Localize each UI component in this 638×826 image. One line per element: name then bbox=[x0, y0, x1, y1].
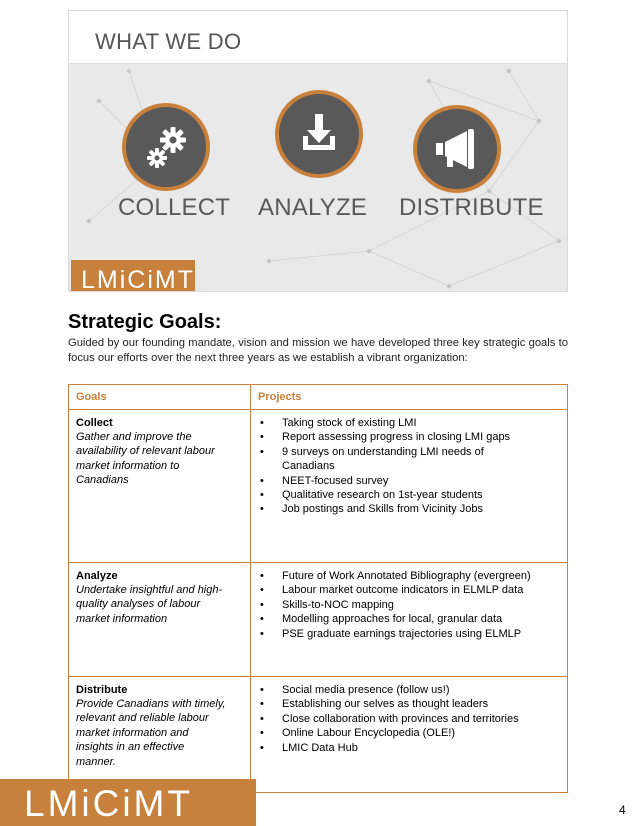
collect-circle bbox=[122, 103, 210, 191]
hero-logo: LMiCiMT bbox=[71, 260, 195, 292]
goal-name: Collect bbox=[76, 417, 113, 429]
goal-desc-line: Canadians bbox=[76, 474, 129, 487]
goal-description bbox=[76, 583, 246, 626]
goal-cell bbox=[69, 563, 251, 677]
section-title: Strategic Goals: bbox=[68, 311, 222, 333]
goal-desc-line: market information and bbox=[76, 726, 189, 739]
projects-cell bbox=[251, 410, 568, 563]
goal-desc-line: market information bbox=[76, 612, 168, 625]
distribute-label: DISTRIBUTE bbox=[399, 194, 544, 221]
project-list bbox=[258, 416, 563, 517]
page-number: 4 bbox=[619, 803, 626, 817]
project-list bbox=[258, 569, 563, 641]
list-item: • Qualitative research on 1st-year students bbox=[258, 488, 563, 502]
goal-cell bbox=[69, 677, 251, 793]
list-item: • Close collaboration with provinces and territories bbox=[258, 712, 563, 726]
goal-desc-line: Provide Canadians with timely, bbox=[76, 698, 226, 710]
collect-label: COLLECT bbox=[118, 194, 231, 221]
goals-header: Goals bbox=[69, 385, 251, 410]
goal-description bbox=[76, 697, 246, 769]
projects-cell bbox=[251, 563, 568, 677]
list-item: • Online Labour Encyclopedia (OLE!) bbox=[258, 726, 563, 740]
megaphone-icon bbox=[417, 109, 497, 189]
goals-table bbox=[68, 384, 568, 793]
goal-desc-line: relevant and reliable labour bbox=[76, 712, 209, 725]
list-item: • NEET-focused survey bbox=[258, 474, 563, 488]
goal-desc-line: insights in an effective bbox=[76, 741, 185, 754]
projects-header: Projects bbox=[251, 385, 568, 410]
projects-cell bbox=[251, 677, 568, 793]
table-row bbox=[69, 677, 568, 793]
gears-icon bbox=[126, 107, 206, 187]
hero-banner bbox=[68, 10, 568, 292]
list-item: • Future of Work Annotated Bibliography (evergreen) bbox=[258, 569, 563, 583]
list-item: • PSE graduate earnings trajectories using ELMLP bbox=[258, 627, 563, 641]
list-item: • Taking stock of existing LMI bbox=[258, 416, 563, 430]
goal-desc-line: quality analyses of labour bbox=[76, 598, 201, 611]
distribute-circle bbox=[413, 105, 501, 193]
project-list bbox=[258, 683, 563, 755]
list-item: • Modelling approaches for local, granular data bbox=[258, 612, 563, 626]
goal-desc-line: Gather and improve the bbox=[76, 431, 192, 443]
table-row bbox=[69, 563, 568, 677]
goal-desc-line: market information to bbox=[76, 459, 180, 472]
list-item: • 9 surveys on understanding LMI needs of Canadians bbox=[258, 445, 538, 474]
goal-desc-line: manner. bbox=[76, 755, 116, 768]
table-row bbox=[69, 410, 568, 563]
goal-desc-line: availability of relevant labour bbox=[76, 445, 215, 458]
goal-cell bbox=[69, 410, 251, 563]
hero-title: WHAT WE DO bbox=[69, 11, 568, 64]
intro-paragraph: Guided by our founding mandate, vision and mission we have developed three key strategic goals to focus our efforts over the next three years as we establish a vibrant organization: bbox=[68, 337, 568, 364]
analyze-label: ANALYZE bbox=[258, 194, 367, 221]
list-item: • LMIC Data Hub bbox=[258, 741, 563, 755]
footer-logo: LMiCiMT bbox=[0, 779, 256, 826]
goal-name: Distribute bbox=[76, 684, 128, 696]
goal-description bbox=[76, 430, 246, 488]
goal-name: Analyze bbox=[76, 570, 118, 582]
goal-desc-line: Undertake insightful and high- bbox=[76, 584, 223, 596]
download-icon bbox=[279, 94, 359, 174]
list-item: • Job postings and Skills from Vicinity Jobs bbox=[258, 502, 563, 516]
list-item: • Establishing our selves as thought leaders bbox=[258, 697, 563, 711]
analyze-circle bbox=[275, 90, 363, 178]
list-item: • Report assessing progress in closing LMI gaps bbox=[258, 430, 563, 444]
table-header-row bbox=[69, 385, 568, 410]
list-item: • Labour market outcome indicators in ELMLP data bbox=[258, 583, 563, 597]
list-item: • Social media presence (follow us!) bbox=[258, 683, 563, 697]
list-item: • Skills-to-NOC mapping bbox=[258, 598, 563, 612]
